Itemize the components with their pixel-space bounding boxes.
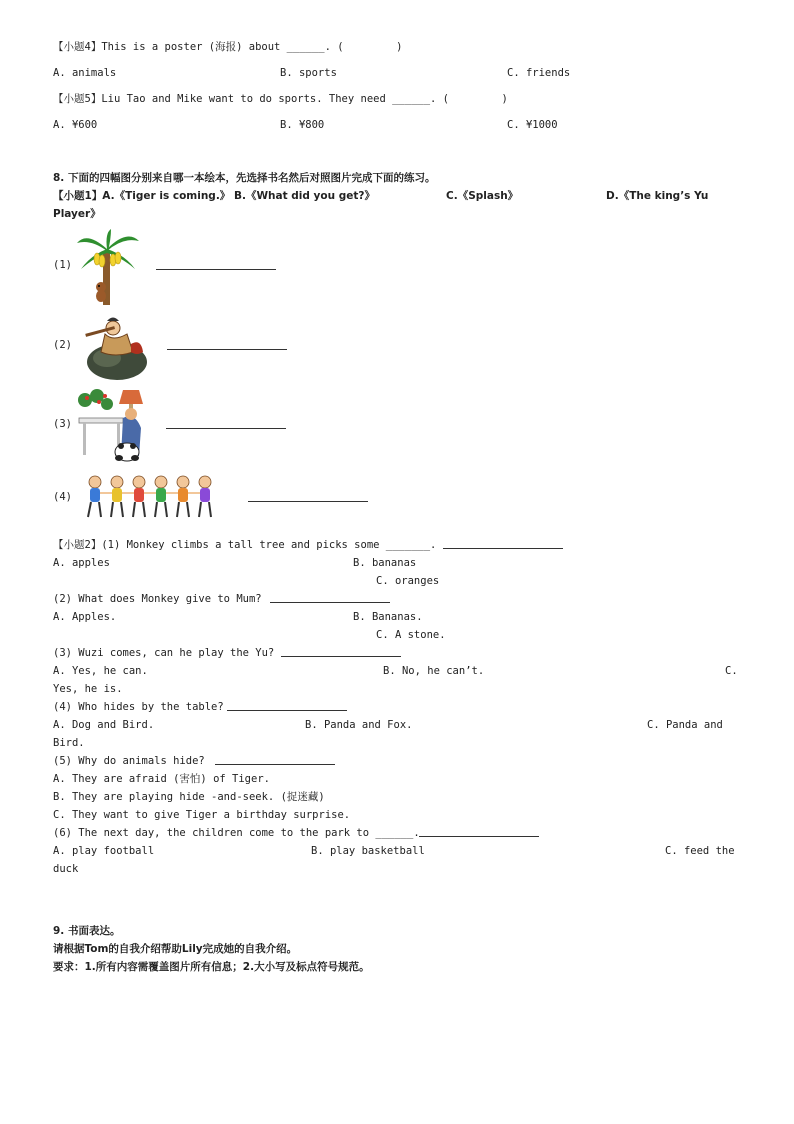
sub2-q5-a: A. They are afraid (害怕) of Tiger. [53,773,270,785]
q8-header: 8. 下面的四幅图分别来自哪一本绘本，先选择书名然后对照图片完成下面的练习。 [53,172,436,184]
sub2-q2-b: B. Bananas. [353,611,423,623]
sub2-q4-stem: (4) Who hides by the table? [53,701,224,713]
q4-stem: 【小题4】This is a poster (海报) about ______. ( ) [53,41,403,53]
q9-header: 9. 书面表达。 [53,925,121,937]
yu-player-image [83,312,149,382]
q5-option-b: B. ¥800 [280,119,325,131]
children-holding-hands-image [85,473,225,521]
sub2-q4-c: C. Panda and [647,719,723,731]
palm-tree-monkey-image [77,229,139,305]
sub2-q6-c-cont: duck [53,863,79,875]
sub2-q5-b: B. They are playing hide -and-seek. (捉迷藏) [53,791,325,803]
sub2-q5-stem: (5) Why do animals hide? [53,755,205,767]
q8-sub1-d-cont: Player》 [53,208,101,220]
sub2-q6-a: A. play football [53,845,155,857]
q9-requirements: 要求：1.所有内容需覆盖图片所有信息；2.大小写及标点符号规范。 [53,961,370,973]
pic4-answer-blank[interactable] [248,501,368,502]
sub2-q4-c-cont: Bird. [53,737,85,749]
sub2-q3-blank[interactable] [281,656,401,657]
sub2-q1-stem: 【小题2】(1) Monkey climbs a tall tree and picks some _______. [53,539,437,551]
q5-option-a: A. ¥600 [53,119,98,131]
pic1-label: (1) [53,259,72,271]
pic1-answer-blank[interactable] [156,269,276,270]
sub2-q3-c: C. [725,665,738,677]
pic3-answer-blank[interactable] [166,428,286,429]
sub2-q4-a: A. Dog and Bird. [53,719,155,731]
pic2-answer-blank[interactable] [167,349,287,350]
panda-table-image [77,388,147,464]
sub2-q6-c: C. feed the [665,845,735,857]
q8-sub1-ab: 【小题1】A.《Tiger is coming.》 B.《What did you get?》 [53,190,375,202]
sub2-q2-c: C. A stone. [376,629,446,641]
sub2-q6-stem: (6) The next day, the children come to the park to ______. [53,827,420,839]
sub2-q3-b: B. No, he can’t. [383,665,485,677]
sub2-q1-blank[interactable] [443,548,563,549]
pic4-label: (4) [53,491,72,503]
sub2-q4-blank[interactable] [227,710,347,711]
sub2-q3-a: A. Yes, he can. [53,665,148,677]
sub2-q2-a: A. Apples. [53,611,117,623]
sub2-q3-stem: (3) Wuzi comes, can he play the Yu? [53,647,275,659]
q8-sub1-c: C.《Splash》 [446,190,519,202]
sub2-q1-a: A. apples [53,557,110,569]
q4-option-b: B. sports [280,67,337,79]
sub2-q1-b: B. bananas [353,557,417,569]
sub2-q2-stem: (2) What does Monkey give to Mum? [53,593,262,605]
sub2-q6-blank[interactable] [419,836,539,837]
sub2-q2-blank[interactable] [270,602,390,603]
sub2-q5-blank[interactable] [215,764,335,765]
sub2-q4-b: B. Panda and Fox. [305,719,413,731]
sub2-q3-c-cont: Yes, he is. [53,683,123,695]
q9-instruction: 请根据Tom的自我介绍帮助Lily完成她的自我介绍。 [53,943,298,955]
sub2-q6-b: B. play basketball [311,845,425,857]
sub2-q5-c: C. They want to give Tiger a birthday surprise. [53,809,351,821]
pic3-label: (3) [53,418,72,430]
q5-stem: 【小题5】Liu Tao and Mike want to do sports. They need ______. ( ) [53,93,508,105]
q5-option-c: C. ¥1000 [507,119,558,131]
q8-sub1-d: D.《The king’s Yu [606,190,709,202]
q4-option-a: A. animals [53,67,117,79]
sub2-q1-c: C. oranges [376,575,440,587]
q4-option-c: C. friends [507,67,571,79]
pic2-label: (2) [53,339,72,351]
